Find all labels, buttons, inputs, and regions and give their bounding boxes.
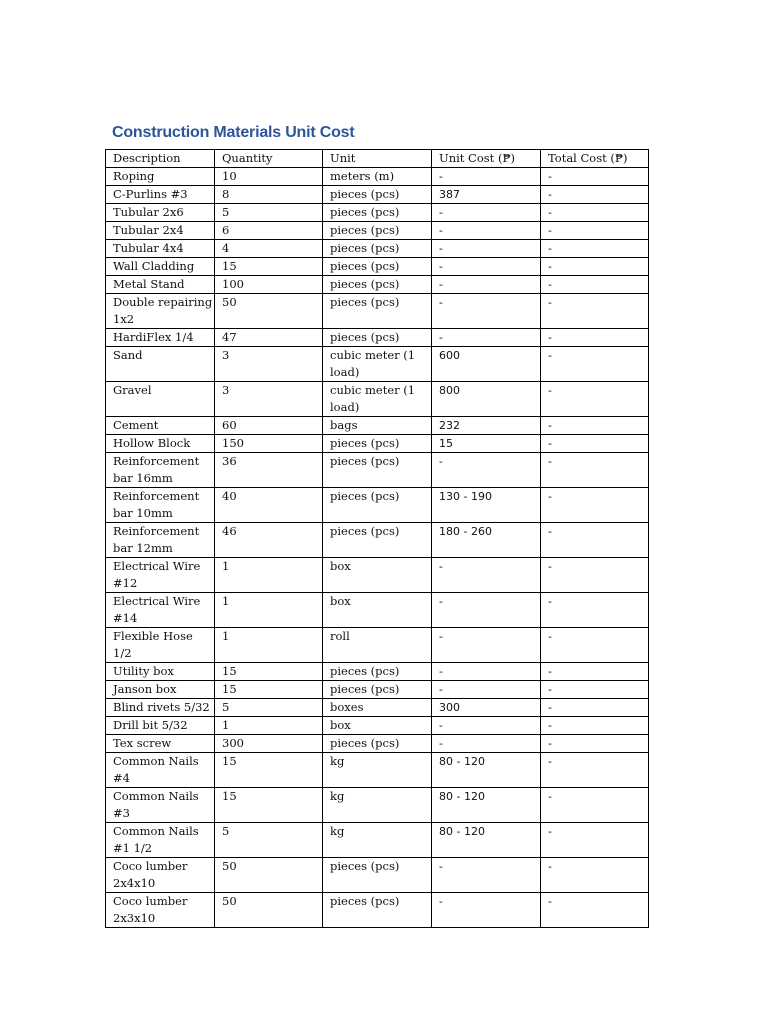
table-row (106, 663, 649, 681)
table-row (106, 453, 649, 488)
table-row (106, 204, 649, 222)
table-row (106, 893, 649, 928)
cell-quantity: 1 (215, 593, 323, 628)
table-row (106, 294, 649, 329)
cell-description: Common Nails #1 1/2 (106, 823, 215, 858)
table-row (106, 823, 649, 858)
cell-description: Common Nails #3 (106, 788, 215, 823)
cell-unit-cost: - (432, 663, 541, 681)
cell-total-cost: - (541, 453, 649, 488)
cell-description: Tubular 2x4 (106, 222, 215, 240)
header-cell-description: Description (106, 150, 215, 168)
cell-unit-cost: 300 (432, 699, 541, 717)
cell-quantity: 100 (215, 276, 323, 294)
cell-quantity: 50 (215, 893, 323, 928)
table-row (106, 593, 649, 628)
cell-description: Coco lumber 2x4x10 (106, 858, 215, 893)
cell-unit: box (323, 593, 432, 628)
materials-table (105, 149, 649, 928)
cell-unit: kg (323, 753, 432, 788)
cell-description: Drill bit 5/32 (106, 717, 215, 735)
cell-unit-cost: 180 - 260 (432, 523, 541, 558)
cell-unit-cost: 15 (432, 435, 541, 453)
cell-unit-cost: - (432, 329, 541, 347)
cell-unit-cost: - (432, 168, 541, 186)
table-row (106, 417, 649, 435)
cell-unit-cost: - (432, 628, 541, 663)
cell-description: Tubular 4x4 (106, 240, 215, 258)
cell-unit-cost: 600 (432, 347, 541, 382)
cell-description: C-Purlins #3 (106, 186, 215, 204)
cell-description: Reinforcement bar 10mm (106, 488, 215, 523)
cell-unit-cost: - (432, 258, 541, 276)
cell-unit: cubic meter (1 load) (323, 347, 432, 382)
cell-description: Tubular 2x6 (106, 204, 215, 222)
cell-total-cost: - (541, 329, 649, 347)
table-row (106, 240, 649, 258)
cell-description: Hollow Block (106, 435, 215, 453)
cell-quantity: 15 (215, 753, 323, 788)
table-row (106, 753, 649, 788)
cell-quantity: 3 (215, 347, 323, 382)
cell-quantity: 5 (215, 699, 323, 717)
cell-quantity: 5 (215, 204, 323, 222)
cell-quantity: 60 (215, 417, 323, 435)
cell-unit-cost: - (432, 593, 541, 628)
cell-unit: kg (323, 788, 432, 823)
cell-description: Metal Stand (106, 276, 215, 294)
cell-total-cost: - (541, 204, 649, 222)
header-cell-unit-cost: Unit Cost (₱) (432, 150, 541, 168)
table-row (106, 699, 649, 717)
cell-total-cost: - (541, 717, 649, 735)
cell-quantity: 47 (215, 329, 323, 347)
cell-unit: pieces (pcs) (323, 488, 432, 523)
cell-total-cost: - (541, 294, 649, 329)
cell-quantity: 50 (215, 858, 323, 893)
cell-unit: pieces (pcs) (323, 453, 432, 488)
cell-unit: pieces (pcs) (323, 435, 432, 453)
table-row (106, 258, 649, 276)
table-row (106, 717, 649, 735)
cell-unit-cost: 800 (432, 382, 541, 417)
cell-unit: roll (323, 628, 432, 663)
table-row (106, 558, 649, 593)
cell-unit: pieces (pcs) (323, 204, 432, 222)
cell-unit-cost: 80 - 120 (432, 753, 541, 788)
cell-unit-cost: - (432, 453, 541, 488)
cell-total-cost: - (541, 558, 649, 593)
cell-quantity: 5 (215, 823, 323, 858)
cell-unit: bags (323, 417, 432, 435)
cell-quantity: 40 (215, 488, 323, 523)
cell-total-cost: - (541, 893, 649, 928)
cell-quantity: 15 (215, 681, 323, 699)
cell-unit-cost: 80 - 120 (432, 788, 541, 823)
cell-total-cost: - (541, 788, 649, 823)
table-row (106, 735, 649, 753)
cell-description: Common Nails #4 (106, 753, 215, 788)
cell-total-cost: - (541, 276, 649, 294)
table-header-row (106, 150, 649, 168)
cell-description: Utility box (106, 663, 215, 681)
cell-description: Reinforcement bar 12mm (106, 523, 215, 558)
cell-unit: pieces (pcs) (323, 523, 432, 558)
cell-unit: kg (323, 823, 432, 858)
cell-unit: pieces (pcs) (323, 858, 432, 893)
cell-description: Blind rivets 5/32 (106, 699, 215, 717)
table-row (106, 168, 649, 186)
cell-total-cost: - (541, 593, 649, 628)
cell-unit-cost: 80 - 120 (432, 823, 541, 858)
table-body (106, 150, 649, 928)
cell-quantity: 15 (215, 258, 323, 276)
table-row (106, 347, 649, 382)
cell-unit-cost: - (432, 294, 541, 329)
cell-description: Janson box (106, 681, 215, 699)
cell-unit: box (323, 717, 432, 735)
cell-unit: pieces (pcs) (323, 294, 432, 329)
cell-description: Reinforcement bar 16mm (106, 453, 215, 488)
cell-unit: pieces (pcs) (323, 240, 432, 258)
cell-unit: pieces (pcs) (323, 735, 432, 753)
cell-quantity: 15 (215, 663, 323, 681)
cell-quantity: 1 (215, 628, 323, 663)
table-row (106, 628, 649, 663)
table-row (106, 382, 649, 417)
cell-unit-cost: - (432, 204, 541, 222)
page-title: Construction Materials Unit Cost (112, 124, 355, 141)
cell-unit-cost: - (432, 681, 541, 699)
cell-description: Double repairing 1x2 (106, 294, 215, 329)
cell-description: Roping (106, 168, 215, 186)
cell-unit-cost: - (432, 735, 541, 753)
cell-quantity: 300 (215, 735, 323, 753)
cell-total-cost: - (541, 222, 649, 240)
cell-unit-cost: 130 - 190 (432, 488, 541, 523)
cell-total-cost: - (541, 858, 649, 893)
header-cell-unit: Unit (323, 150, 432, 168)
cell-total-cost: - (541, 435, 649, 453)
table-row (106, 186, 649, 204)
cell-unit: pieces (pcs) (323, 893, 432, 928)
cell-total-cost: - (541, 382, 649, 417)
cell-unit: pieces (pcs) (323, 258, 432, 276)
cell-description: Flexible Hose 1/2 (106, 628, 215, 663)
cell-unit: meters (m) (323, 168, 432, 186)
cell-quantity: 6 (215, 222, 323, 240)
cell-total-cost: - (541, 663, 649, 681)
header-cell-quantity: Quantity (215, 150, 323, 168)
table-row (106, 788, 649, 823)
cell-description: Sand (106, 347, 215, 382)
cell-total-cost: - (541, 628, 649, 663)
cell-unit-cost: - (432, 558, 541, 593)
cell-quantity: 4 (215, 240, 323, 258)
cell-total-cost: - (541, 347, 649, 382)
cell-quantity: 1 (215, 717, 323, 735)
cell-quantity: 50 (215, 294, 323, 329)
cell-unit-cost: - (432, 893, 541, 928)
cell-description: Coco lumber 2x3x10 (106, 893, 215, 928)
cell-unit: pieces (pcs) (323, 681, 432, 699)
cell-quantity: 46 (215, 523, 323, 558)
cell-unit: pieces (pcs) (323, 329, 432, 347)
cell-quantity: 36 (215, 453, 323, 488)
cell-unit: cubic meter (1 load) (323, 382, 432, 417)
cell-description: Wall Cladding (106, 258, 215, 276)
cell-total-cost: - (541, 168, 649, 186)
cell-total-cost: - (541, 488, 649, 523)
cell-quantity: 150 (215, 435, 323, 453)
cell-total-cost: - (541, 681, 649, 699)
table-row (106, 222, 649, 240)
cell-unit-cost: 232 (432, 417, 541, 435)
table-row (106, 329, 649, 347)
cell-unit-cost: - (432, 858, 541, 893)
cell-quantity: 15 (215, 788, 323, 823)
table-row (106, 488, 649, 523)
cell-total-cost: - (541, 735, 649, 753)
cell-description: Electrical Wire #12 (106, 558, 215, 593)
cell-total-cost: - (541, 753, 649, 788)
cell-total-cost: - (541, 240, 649, 258)
table-row (106, 435, 649, 453)
cell-unit-cost: - (432, 276, 541, 294)
cell-total-cost: - (541, 823, 649, 858)
cell-quantity: 10 (215, 168, 323, 186)
table-row (106, 276, 649, 294)
cell-description: Cement (106, 417, 215, 435)
cell-description: Gravel (106, 382, 215, 417)
table-row (106, 681, 649, 699)
cell-unit-cost: - (432, 717, 541, 735)
cell-unit: pieces (pcs) (323, 186, 432, 204)
cell-total-cost: - (541, 186, 649, 204)
cell-unit: boxes (323, 699, 432, 717)
cell-description: HardiFlex 1/4 (106, 329, 215, 347)
cell-total-cost: - (541, 699, 649, 717)
cell-unit: pieces (pcs) (323, 276, 432, 294)
cell-unit: box (323, 558, 432, 593)
cell-quantity: 1 (215, 558, 323, 593)
cell-quantity: 8 (215, 186, 323, 204)
header-cell-total-cost: Total Cost (₱) (541, 150, 649, 168)
table-row (106, 858, 649, 893)
cell-quantity: 3 (215, 382, 323, 417)
cell-total-cost: - (541, 258, 649, 276)
cell-description: Electrical Wire #14 (106, 593, 215, 628)
cell-unit-cost: - (432, 240, 541, 258)
table-row (106, 523, 649, 558)
cell-total-cost: - (541, 417, 649, 435)
cell-unit-cost: - (432, 222, 541, 240)
cell-unit: pieces (pcs) (323, 663, 432, 681)
cell-unit: pieces (pcs) (323, 222, 432, 240)
cell-description: Tex screw (106, 735, 215, 753)
cell-total-cost: - (541, 523, 649, 558)
cell-unit-cost: 387 (432, 186, 541, 204)
